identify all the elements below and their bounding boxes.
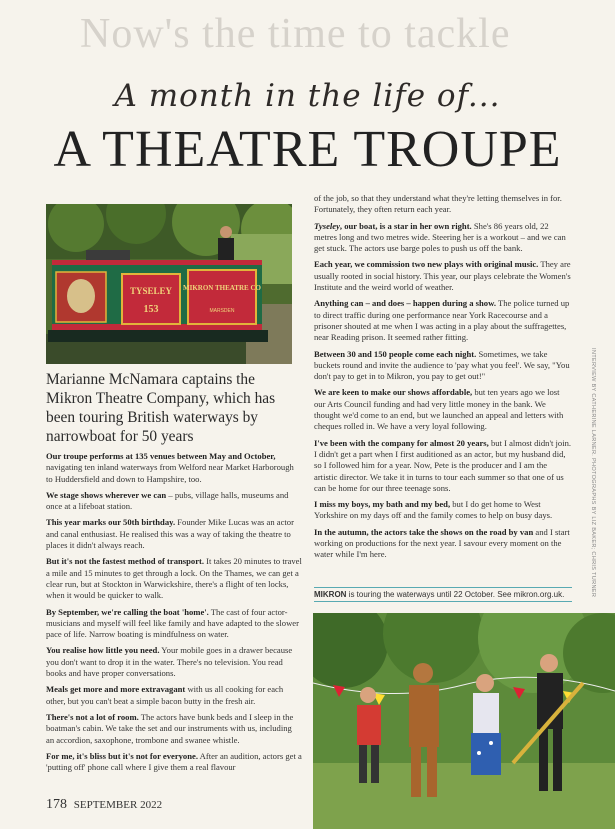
info-caption: MIKRON is touring the waterways until 22 October. See mikron.org.uk. (314, 587, 572, 602)
right-column (314, 193, 572, 566)
paragraph: But it's not the fastest method of transport. It takes 20 minutes to travel a mile and 15 minutes to get through a lock. On the Thames, we can get a clear run, but at Stockton in Warwickshire, there's a flight of ten locks, when it would be quicker to walk. (46, 556, 302, 601)
paragraph: Our troupe performs at 135 venues between May and October, navigating ten inland waterways from Welford near Market Harborough to Huddersfield and down to Hampshire, too. (46, 451, 294, 484)
performers-photo (313, 613, 615, 829)
paragraph: In the autumn, the actors take the shows on the road by van and I start working on productions for the next year. I savour every moment on the water while I'm here. (314, 526, 570, 560)
paragraph: Tyseley, our boat, is a star in her own right. She's 86 years old, 22 metres long and two metres wide. Steering her is a workout – and we can get stuck. The actors use barge poles to push us off the bank. (314, 220, 566, 254)
paragraph: Between 30 and 150 people come each night. Sometimes, we take buckets round and invite the audience to 'pay what you feel'. We say, "You don't pay to get in to Mikron, you pay to get out!" (314, 348, 570, 382)
page-title: A THEATRE TROUPE (53, 121, 562, 178)
paragraph: Each year, we commission two new plays with original music. They are usually rooted in social history. This year, our plays celebrate the Women's Institute and the weird world of weather. (314, 259, 571, 293)
background-heading: Now's the time to tackle (80, 11, 511, 57)
paragraph: You realise how little you need. Your mobile goes in a drawer because you don't want to drop it in the water. There's no television. You read books and have proper conversations. (46, 645, 293, 679)
paragraph: of the job, so that they understand what they're letting themselves in for. Fortunately, they often return each year. (314, 193, 562, 215)
photo-credit: INTERVIEW BY CATHERINE LARNER. PHOTOGRAPHS BY LIZ BAKER; CHRIS TURNER (590, 348, 596, 598)
narrowboat-photo (46, 204, 292, 364)
paragraph: For me, it's bliss but it's not for everyone. After an audition, actors get a 'putting off' phone call where I give them a real flavour (46, 750, 302, 773)
boat-company: MIKRON THEATRE CO (183, 284, 261, 292)
page-number: 178 (46, 797, 67, 812)
paragraph: I've been with the company for almost 20 years, but I almost didn't join. I didn't get a part when I first auditioned as an actor, but my husband did, so I followed him for a year. Now, Pete is the producer and I am the artistic director. We take it in turns to tour each summer so that one of us can be home for our three teenage sons. (314, 437, 572, 493)
paragraph: We stage shows wherever we can – pubs, village halls, museums and once at a lifeboat station. (46, 489, 289, 512)
issue-date: SEPTEMBER 2022 (73, 799, 163, 811)
intro-standfirst: Marianne McNamara captains the Mikron Theatre Company, which has been touring British waterways by narrowboat for 50 years (46, 371, 276, 445)
paragraph: I miss my boys, my bath and my bed, but I do get home to West Yorkshire on my days off and the family comes to help on busy days. (314, 499, 553, 521)
boat-place: MARSDEN (209, 308, 235, 314)
kicker: A month in the life of... (114, 78, 501, 114)
paragraph: We are keen to make our shows affordable, but ten years ago we lost our Arts Council funding and had very little money in the bank. We thought we'd come to an end, but we launched an appeal and letters with cheques rolled in. We have a very loyal following. (314, 387, 564, 432)
paragraph: By September, we're calling the boat 'home'. The cast of four actor-musicians and myself will feel like family and have adapted to the slower pace of life. Narrow boating is mindfulness on water. (46, 606, 299, 640)
boat-name: TYSELEY (129, 286, 173, 296)
paragraph: This year marks our 50th birthday. Founder Mike Lucas was an actor and canal enthusiast. He realised this was a way of taking the theatre to places it didn't always reach. (46, 517, 294, 551)
left-column (46, 451, 302, 778)
boat-number: 153 (143, 304, 159, 315)
page-folio (46, 797, 162, 813)
paragraph: Anything can – and does – happen during a show. The police turned up to direct traffic during one performance near York Racecourse and a prisoner shouted at me when I was acting in a play about the suffragettes, near Reading prison. It seemed rather fitting. (314, 298, 570, 343)
paragraph: Meals get more and more extravagant with us all cooking for each other, but you can't beat a simple bacon butty in the fresh air. (46, 684, 284, 706)
paragraph: There's not a lot of room. The actors have bunk beds and I sleep in the boatman's cabin. We take the set and our instruments with us, including an accordion, saxophone, trombone and swanee whistle. (46, 711, 294, 745)
